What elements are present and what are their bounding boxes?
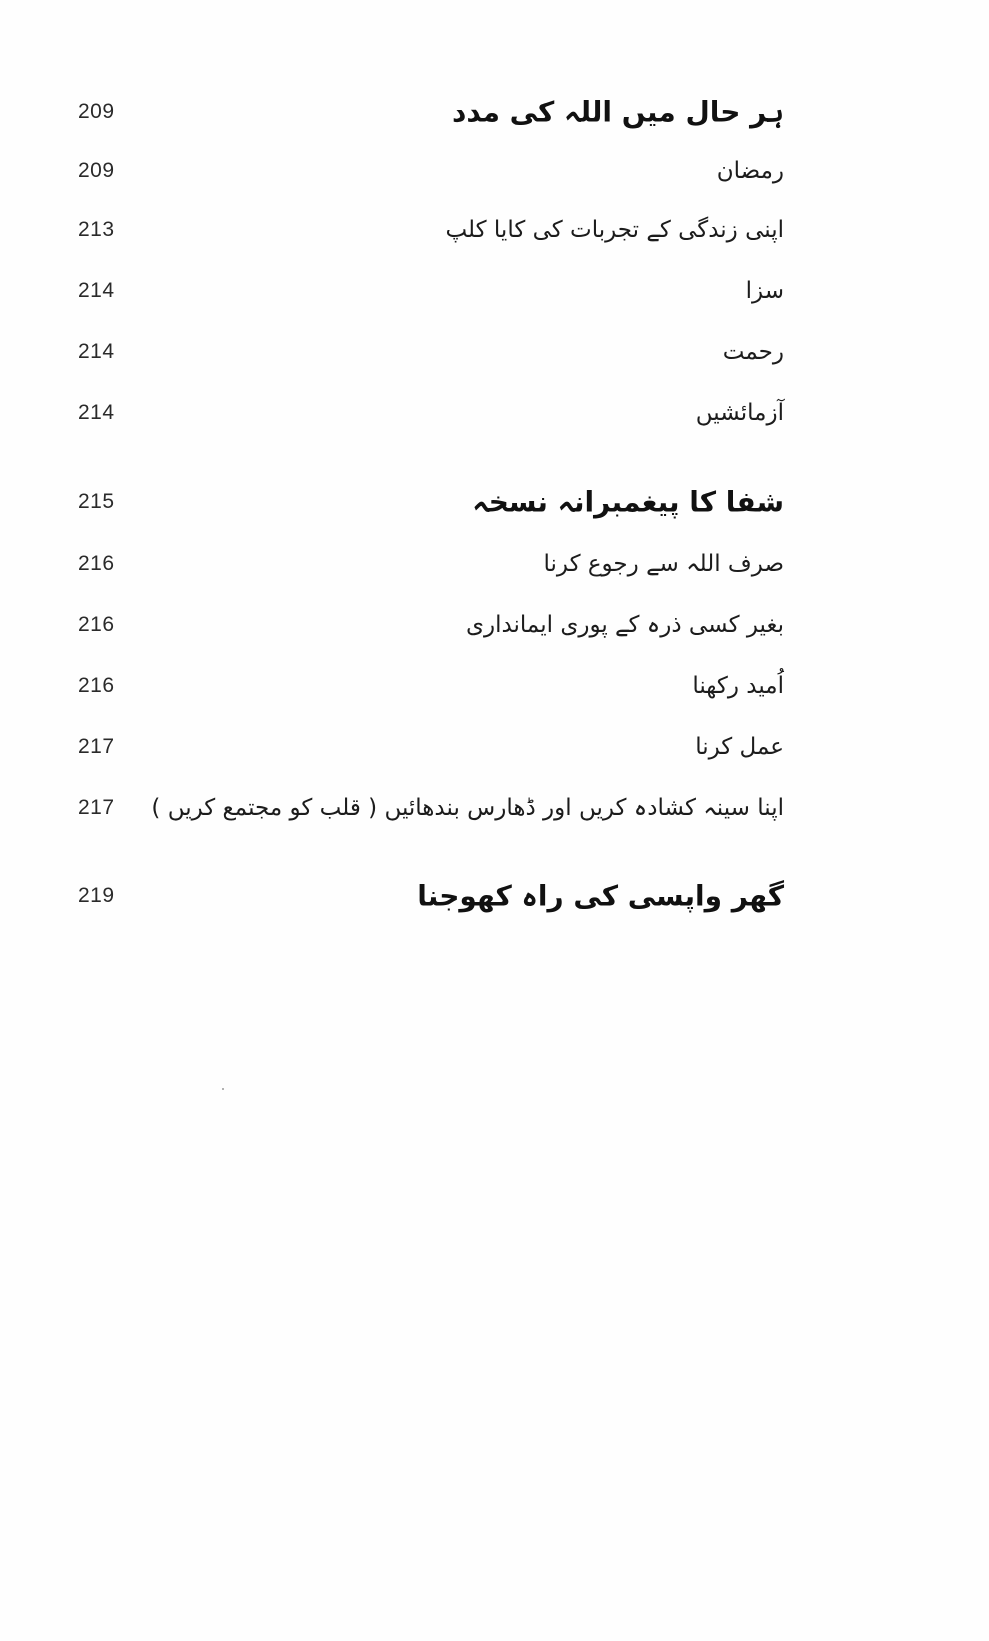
toc-entry-page-number: 214 (78, 340, 115, 363)
toc-entry-title: آزمائشیں (695, 400, 784, 426)
toc-entry (0, 542, 989, 586)
toc-entry-page-number: 219 (78, 884, 115, 907)
toc-entry-title: بغیر کسی ذرہ کے پوری ایمانداری (465, 612, 784, 638)
toc-entry-heading (0, 90, 989, 134)
toc-entry-title: گھر واپسی کی راہ کھوجنا (417, 879, 784, 913)
toc-entry-title: رحمت (722, 339, 784, 365)
toc-entry (0, 664, 989, 708)
toc-entry-page-number: 214 (78, 401, 115, 424)
toc-entry-page-number: 214 (78, 279, 115, 302)
toc-entry (0, 208, 989, 252)
toc-entry (0, 269, 989, 313)
toc-entry-title: ہر حال میں اللہ کی مدد (452, 95, 784, 129)
toc-entry-title: اُمید رکھنا (692, 673, 784, 699)
toc-entry-title: سزا (745, 278, 784, 304)
toc-entry (0, 330, 989, 374)
toc-entry-title: اپنی زندگی کے تجربات کی کایا کلپ (445, 217, 784, 243)
toc-entry-heading (0, 874, 989, 918)
toc-entry-page-number: 216 (78, 613, 115, 636)
toc-entry-title: اپنا سینہ کشادہ کریں اور ڈھارس بندھائیں ( قلب کو مجتمع کریں ) (151, 795, 784, 821)
toc-entry-page-number: 217 (78, 796, 115, 819)
toc-entry-title: شفا کا پیغمبرانہ نسخہ (472, 485, 784, 519)
toc-entry-title: صرف اللہ سے رجوع کرنا (543, 551, 784, 577)
toc-entry (0, 603, 989, 647)
paper-speck (222, 1088, 224, 1090)
toc-entry (0, 391, 989, 435)
toc-entry-title: عمل کرنا (695, 734, 784, 760)
toc-entry (0, 786, 989, 830)
toc-entry-page-number: 217 (78, 735, 115, 758)
toc-entry (0, 149, 989, 193)
toc-entry-page-number: 209 (78, 100, 115, 123)
toc-entry-page-number: 209 (78, 159, 115, 182)
toc-entry (0, 725, 989, 769)
toc-entry-page-number: 213 (78, 218, 115, 241)
toc-entry-title: رمضان (716, 158, 784, 184)
toc-entry-page-number: 216 (78, 552, 115, 575)
toc-entry-page-number: 215 (78, 490, 115, 513)
toc-entry-heading (0, 480, 989, 524)
toc-entry-page-number: 216 (78, 674, 115, 697)
